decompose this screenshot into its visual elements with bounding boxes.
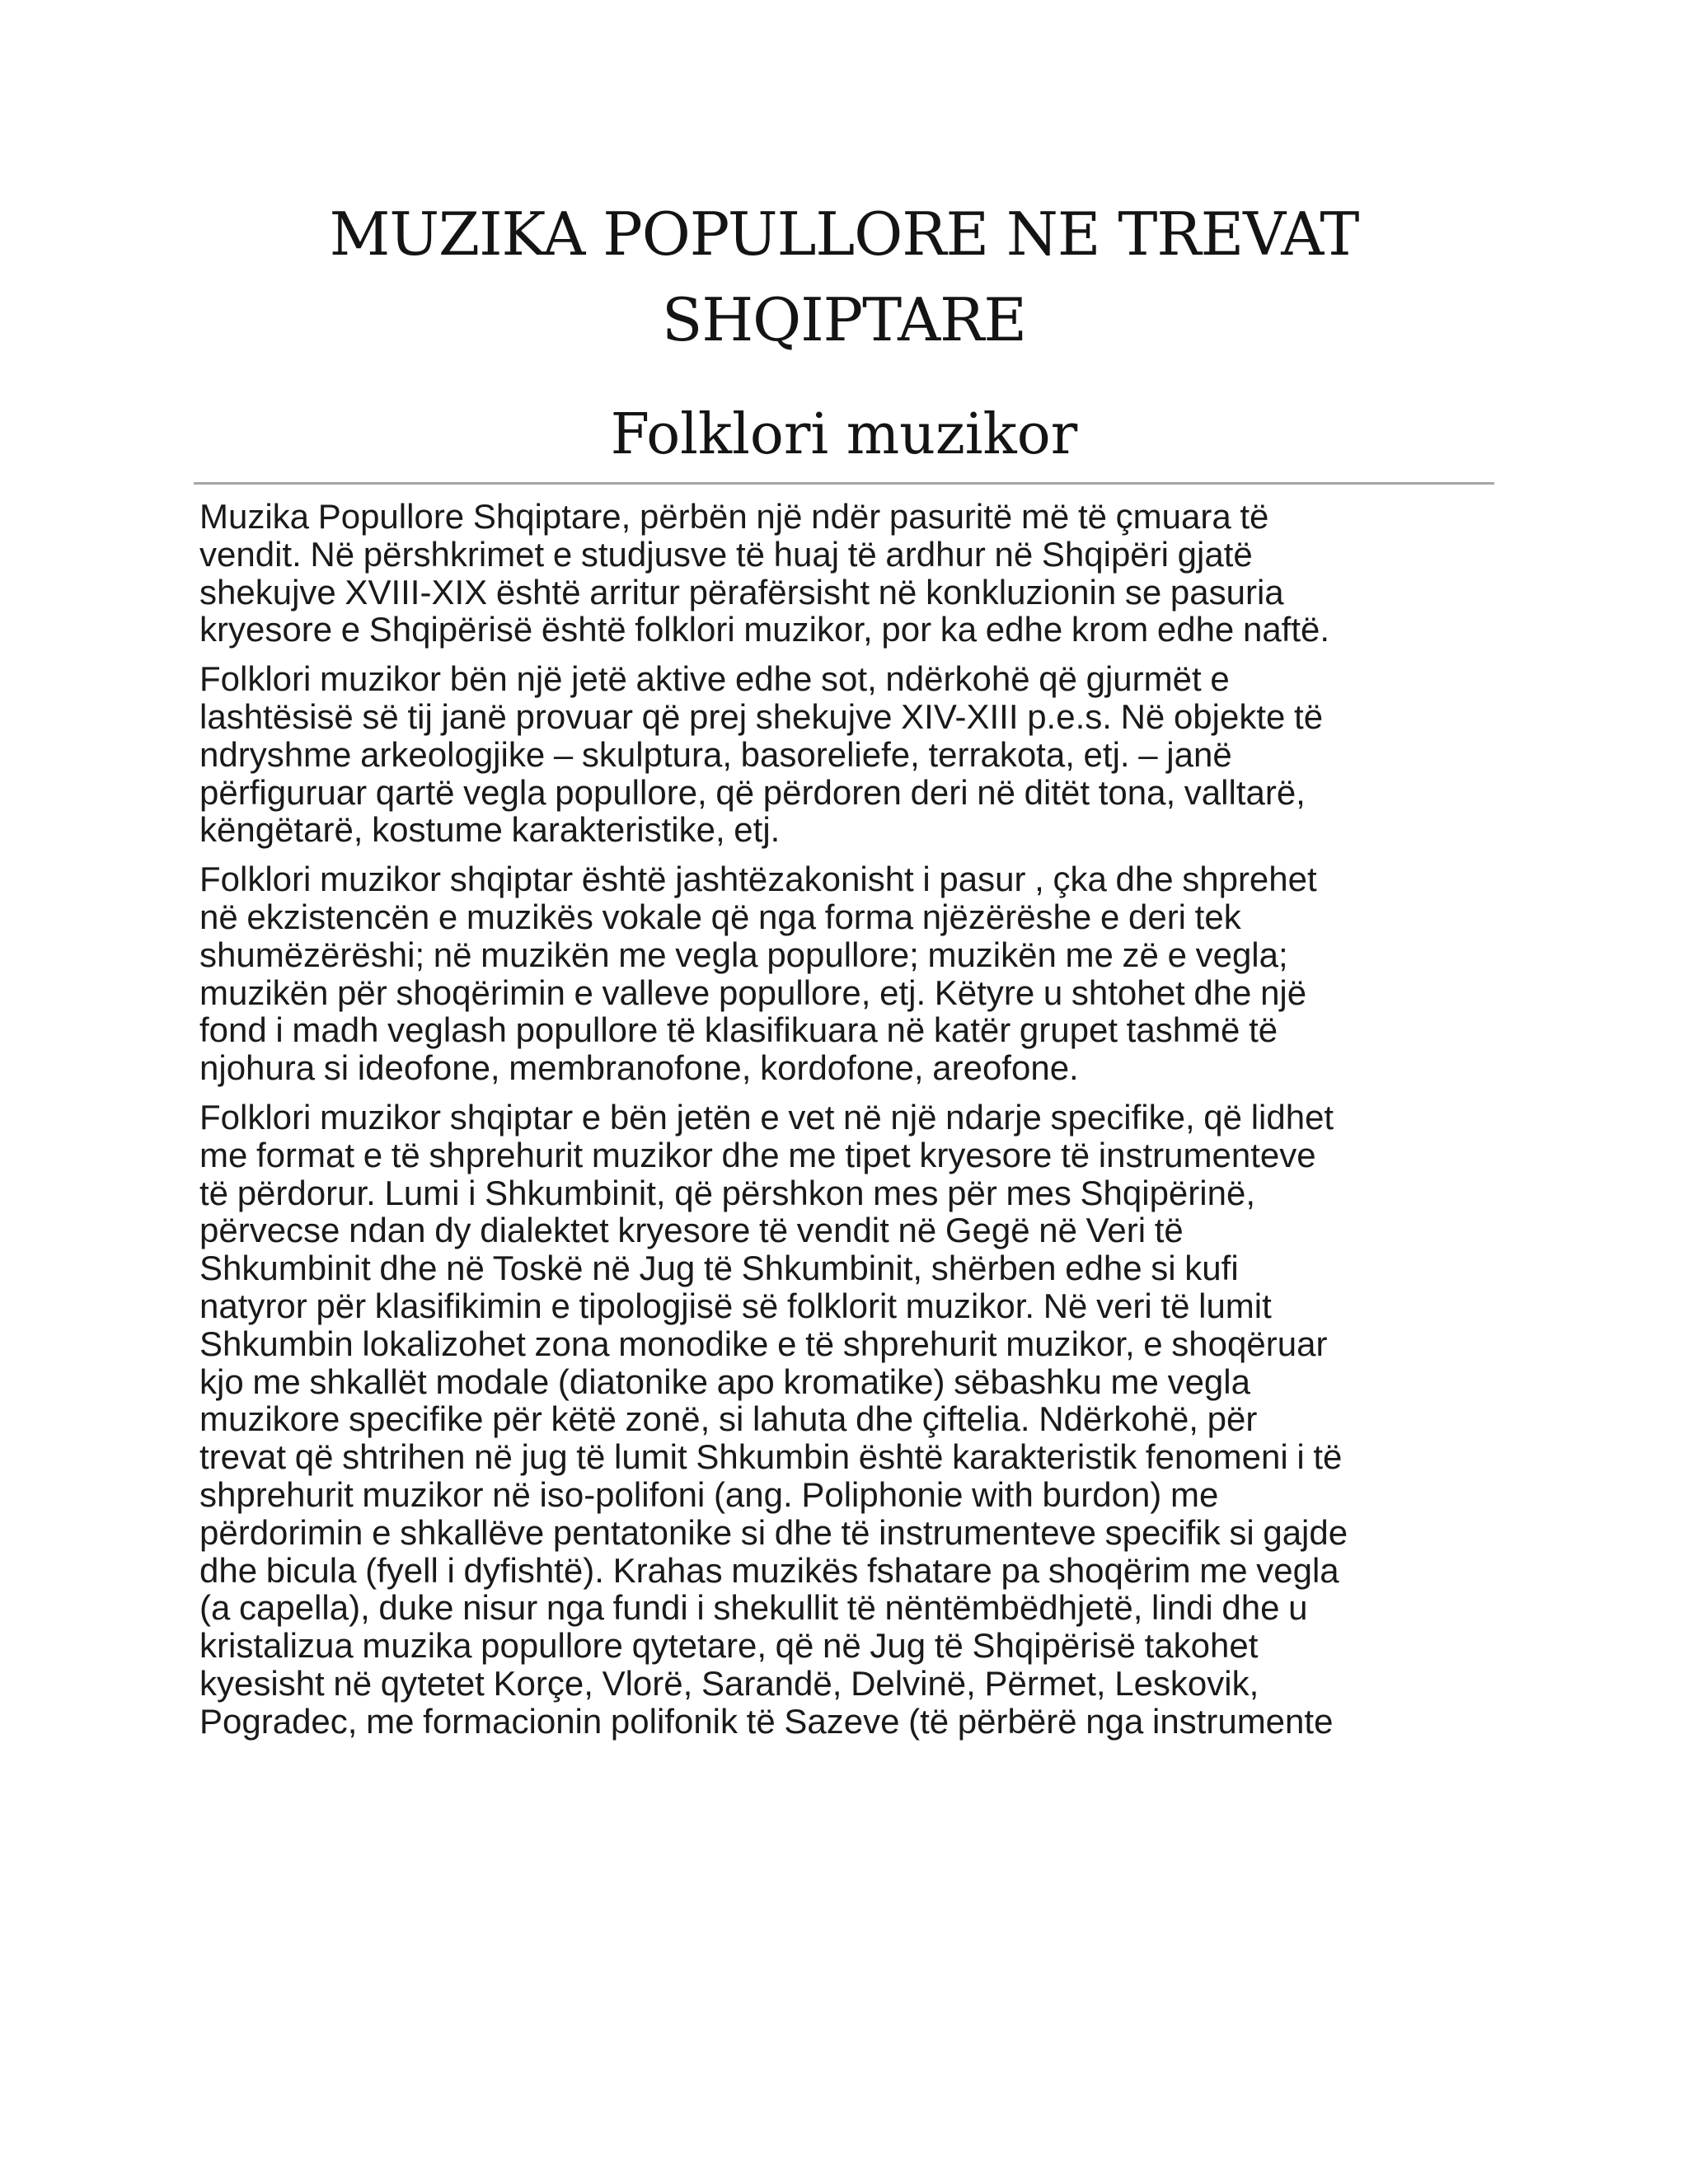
section-heading: Folklori muzikor (610, 402, 1078, 467)
paragraph: Folklori muzikor bën një jetë aktive edhe sot, ndërkohë që gjurmët e lashtësisë së tij janë provuar që prej shekujve XIV-XIII p.e.s. Në objekte të ndryshme arkeologjike – skulptura, basoreliefe, terrakota, etj. – janë përfiguruar qartë vegla popullore, që përdoren deri në ditët tona, valltarë, këngëtarë, kostume karakteristike, etj. (199, 659, 1324, 850)
heading-divider (194, 482, 1494, 485)
paragraph: Folklori muzikor shqiptar është jashtëzakonisht i pasur , çka dhe shprehet në ekzistencën e muzikës vokale që nga forma njëzërëshe e deri tek shumëzërëshi; në muzikën me vegla popullore; muzikën me zë e vegla; muzikën për shoqërimin e valleve popullore, etj. Këtyre u shtohet dhe një fond i madh veglash popullore të klasifikuara në katër grupet tashmë të njohura si ideofone, membranofone, kordofone, areofone. (199, 860, 1317, 1088)
document-title: MUZIKA POPULLORE NE TREVAT SHQIPTARE (329, 199, 1359, 354)
body-text (199, 498, 1493, 1752)
paragraph: Folklori muzikor shqiptar e bën jetën e vet në një ndarje specifike, që lidhet me format e të shprehurit muzikor dhe me tipet kryesore të instrumenteve të përdorur. Lumi i Shkumbinit, që përshkon mes për mes Shqipërinë, përvecse ndan dy dialektet kryesore të vendit në Gegë në Veri të Shkumbinit dhe në Toskë në Jug të Shkumbinit, shërben edhe si kufi natyror për klasifikimin e tipologjisë së folklorit muzikor. Në veri të lumit Shkumbin lokalizohet zona monodike e të shprehurit muzikor, e shoqëruar kjo me shkallët modale (diatonike apo kromatike) sëbashku me vegla muzikore specifike për këtë zonë, si lahuta dhe çiftelia. Ndërkohë, për trevat që shtrihen në jug të lumit Shkumbin është karakteristik fenomeni i të shprehurit muzikor në iso-polifoni (ang. Poliphonie with burdon) me përdorimin e shkallëve pentatonike si dhe të instrumenteve specifik si gajde dhe bicula (fyell i dyfishtë). Krahas muzikës fshatare pa shoqërim me vegla (a capella), duke nisur nga fundi i shekullit të nëntëmbëdhjetë, lindi dhe u kristalizua muzika popullore qytetare, që në Jug të Shqipërisë takohet kyesisht në qytetet Korçe, Vlorë, Sarandë, Delvinë, Përmet, Leskovik, Pogradec, me formacionin polifonik të Sazeve (të përbërë nga instrumente (199, 1097, 1348, 1741)
paragraph: Muzika Popullore Shqiptare, përbën një ndër pasuritë më të çmuara të vendit. Në përshkrimet e studjusve të huaj të ardhur në Shqipëri gjatë shekujve XVIII-XIX është arritur përafërsisht në konkluzionin se pasuria kryesore e Shqipërisë është folklori muzikor, por ka edhe krom edhe naftë. (199, 497, 1330, 649)
